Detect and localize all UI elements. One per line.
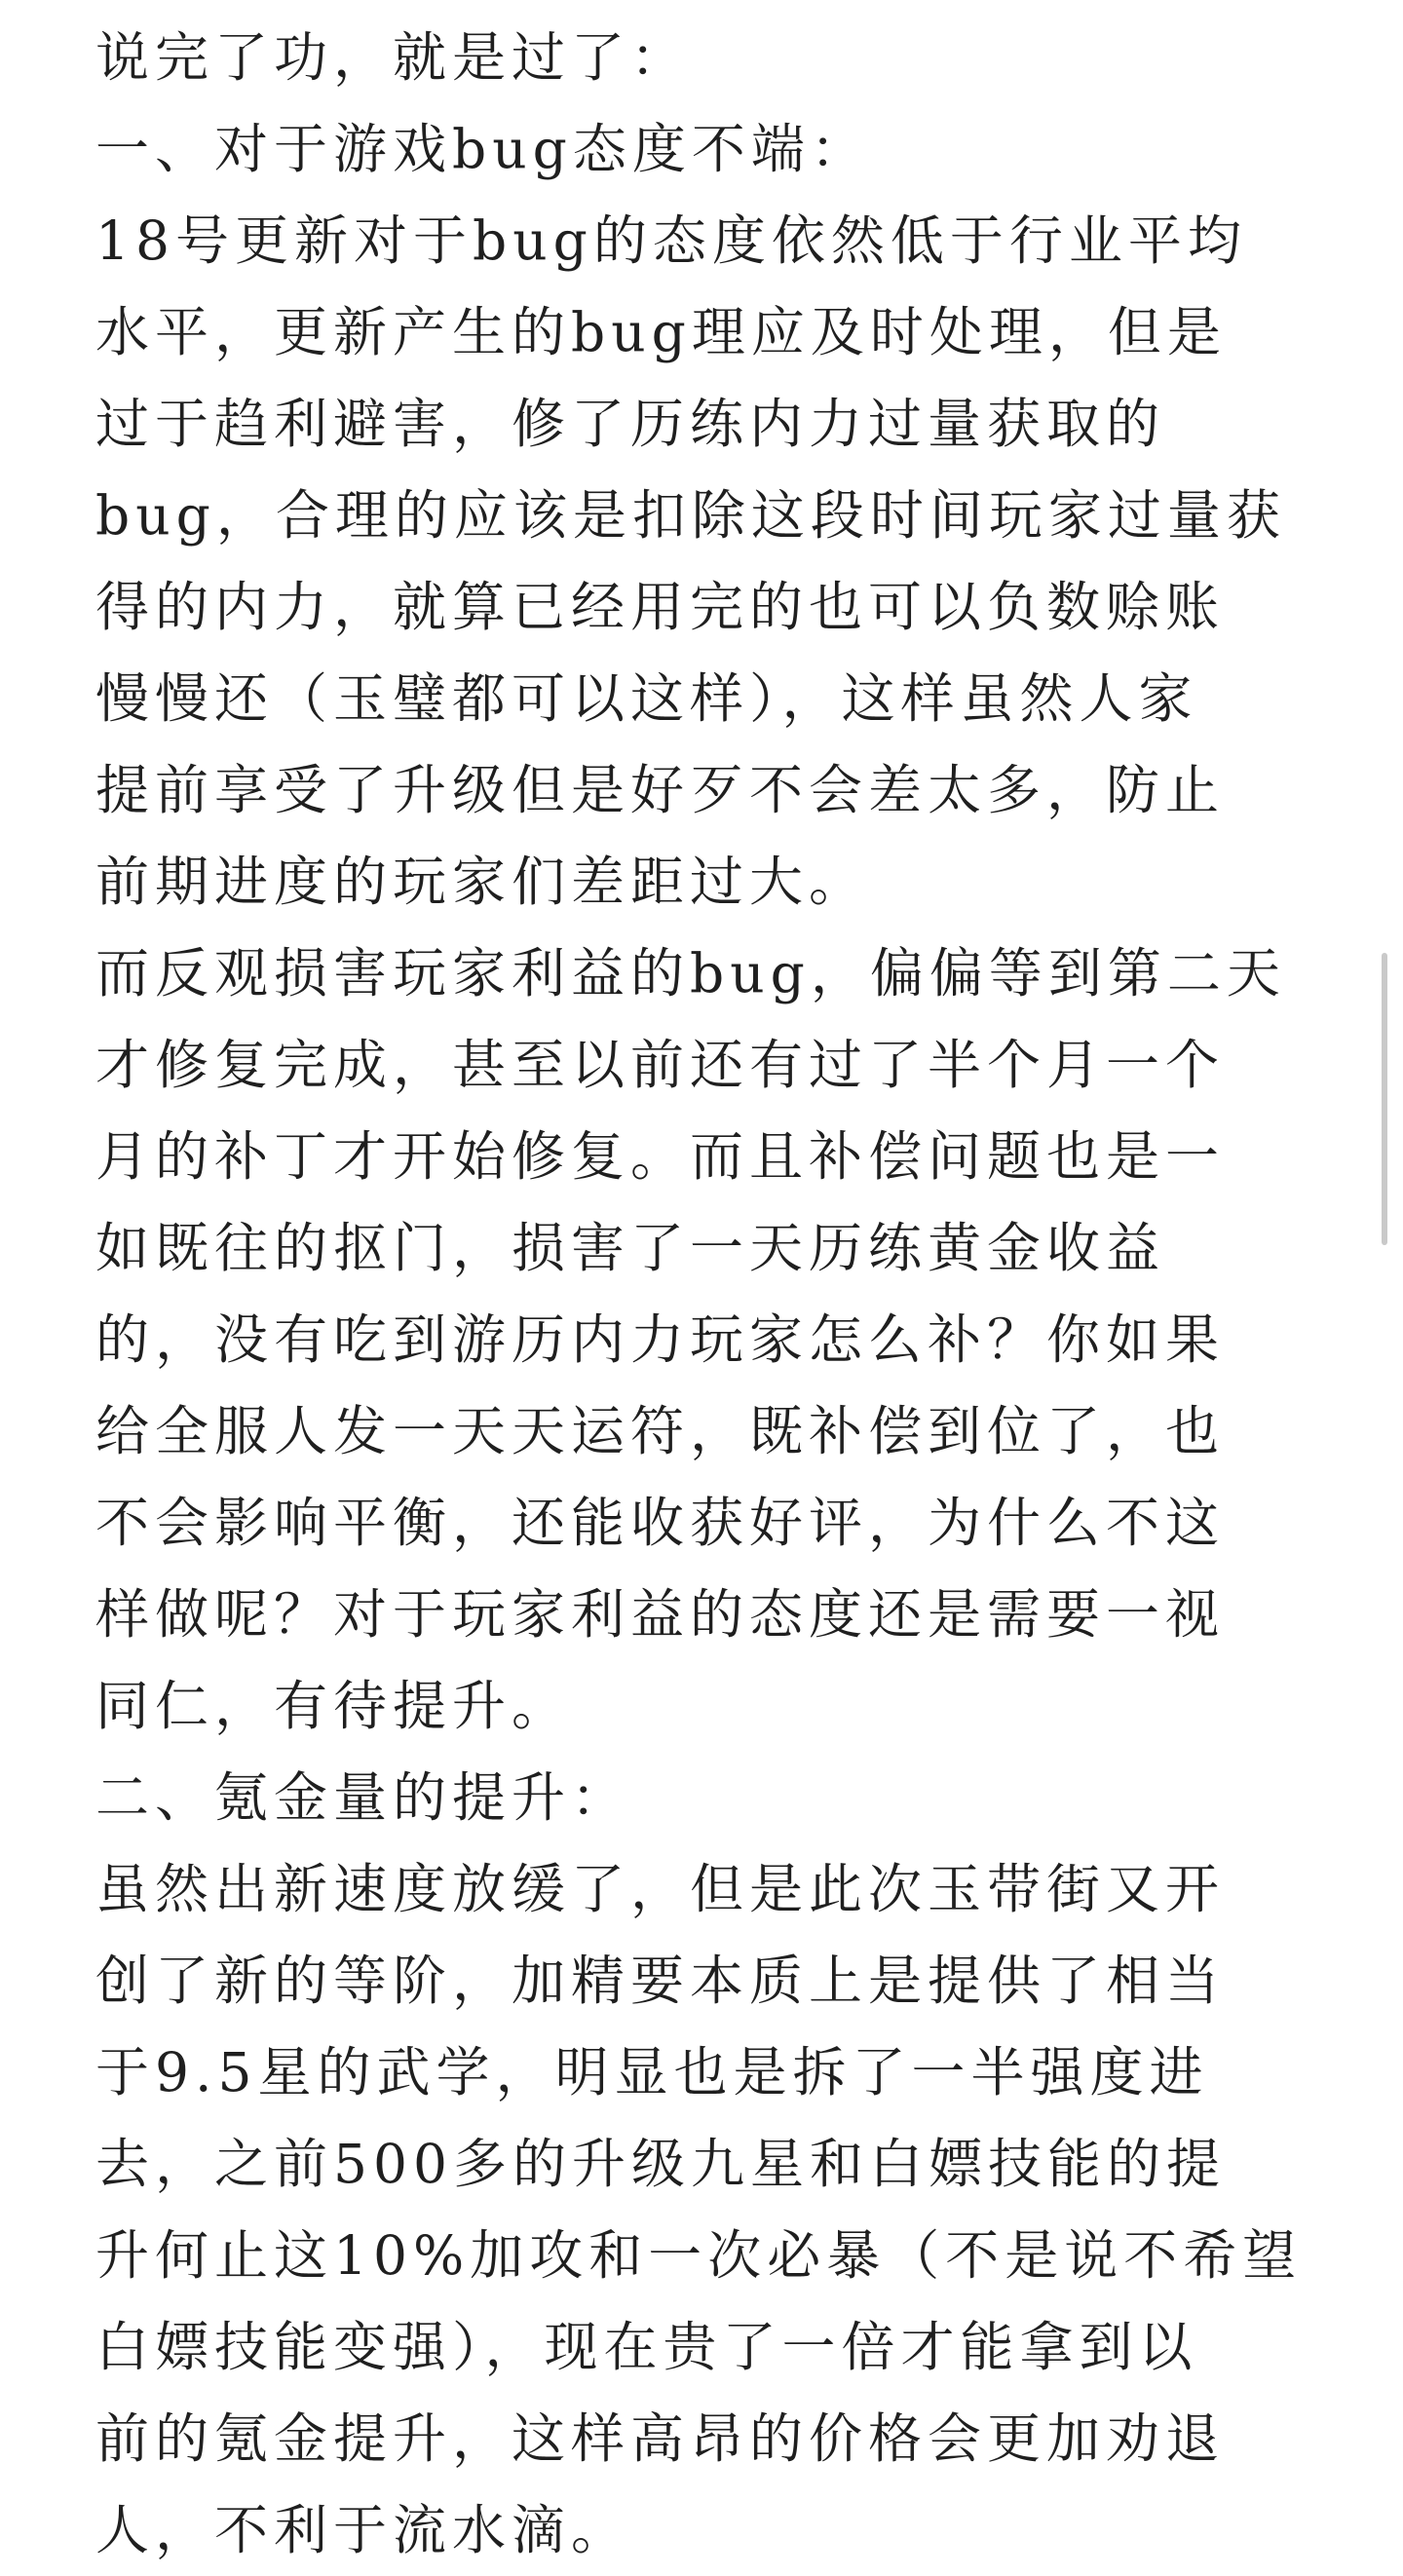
text-line: 白嫖技能变强），现在贵了一倍才能拿到以 bbox=[95, 2316, 1198, 2378]
text-line: 水平，更新产生的bug理应及时处理，但是 bbox=[95, 301, 1227, 363]
text-line: 才修复完成，甚至以前还有过了半个月一个 bbox=[95, 1034, 1226, 1096]
text-line: 说完了功，就是过了： bbox=[95, 26, 691, 89]
text-line: 提前享受了升级但是好歹不会差太多，防止 bbox=[95, 759, 1226, 821]
article-body bbox=[95, 12, 1313, 2576]
text-line: 过于趋利避害，修了历练内力过量获取的 bbox=[95, 393, 1166, 455]
text-line: 虽然出新速度放缓了，但是此次玉带街又开 bbox=[95, 1858, 1226, 1920]
text-line: 升何止这10%加攻和一次必暴（不是说不希望 bbox=[95, 2224, 1303, 2287]
text-line: 给全服人发一天天运符，既补偿到位了，也 bbox=[95, 1400, 1226, 1462]
text-line: 人，不利于流水滴。 bbox=[95, 2499, 631, 2561]
text-line: 如既往的抠门，损害了一天历练黄金收益 bbox=[95, 1217, 1166, 1279]
text-line: 的，没有吃到游历内力玩家怎么补？你如果 bbox=[95, 1308, 1226, 1371]
text-line: 慢慢还（玉璧都可以这样），这样虽然人家 bbox=[95, 667, 1198, 730]
section-heading-spending: 二、氪金量的提升： bbox=[95, 1766, 631, 1829]
text-line: 同仁，有待提升。 bbox=[95, 1675, 572, 1737]
text-line: 样做呢？对于玩家利益的态度还是需要一视 bbox=[95, 1583, 1226, 1646]
text-line: 于9.5星的武学，明显也是拆了一半强度进 bbox=[95, 2041, 1209, 2103]
vertical-scrollbar[interactable] bbox=[1382, 953, 1387, 1245]
text-line: 月的补丁才开始修复。而且补偿问题也是一 bbox=[95, 1125, 1226, 1188]
text-line: 创了新的等阶，加精要本质上是提供了相当 bbox=[95, 1950, 1226, 2012]
text-line: bug，合理的应该是扣除这段时间玩家过量获 bbox=[95, 484, 1286, 547]
text-line: 去，之前500多的升级九星和白嫖技能的提 bbox=[95, 2133, 1226, 2195]
text-line: 前期进度的玩家们差距过大。 bbox=[95, 851, 869, 913]
text-line: 18号更新对于bug的态度依然低于行业平均 bbox=[95, 209, 1247, 272]
text-line: 而反观损害玩家利益的bug，偏偏等到第二天 bbox=[95, 942, 1286, 1004]
section-heading-bug-attitude: 一、对于游戏bug态度不端： bbox=[95, 118, 870, 180]
text-line: 前的氪金提升，这样高昂的价格会更加劝退 bbox=[95, 2407, 1226, 2470]
text-line: 得的内力，就算已经用完的也可以负数赊账 bbox=[95, 576, 1226, 638]
text-line: 不会影响平衡，还能收获好评，为什么不这 bbox=[95, 1492, 1226, 1554]
